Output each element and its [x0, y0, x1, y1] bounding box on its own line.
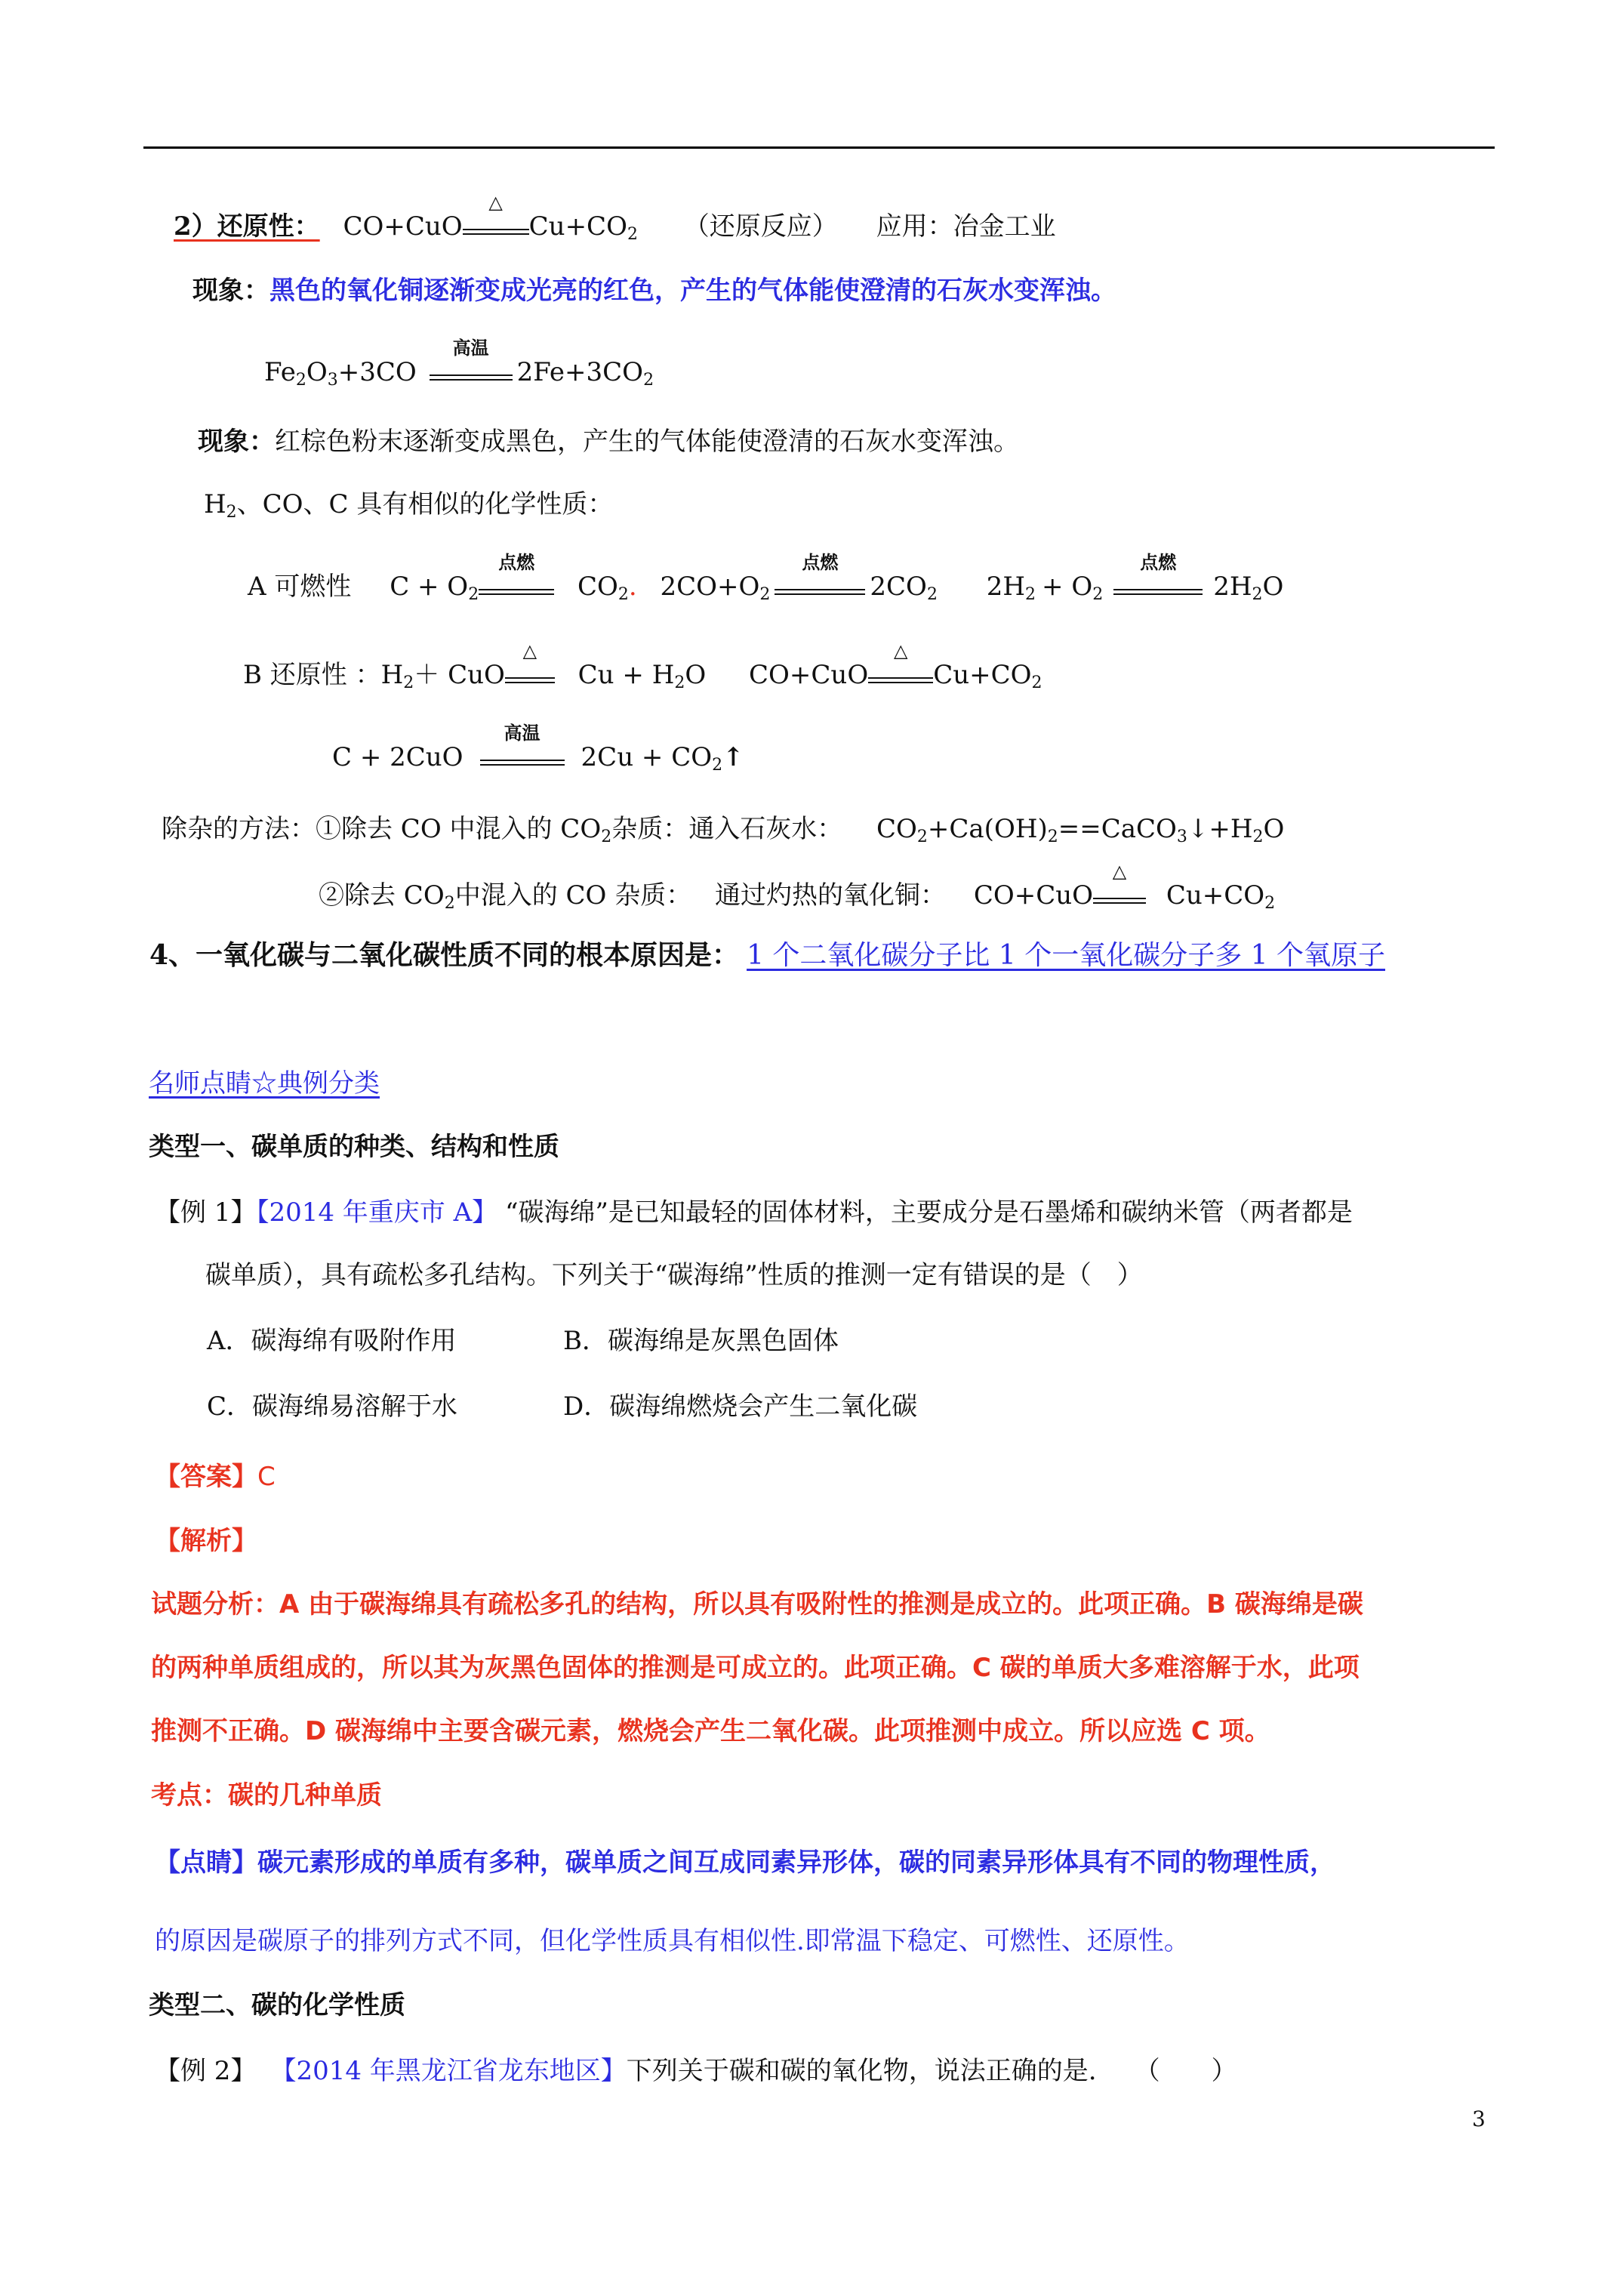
ignite-equals-sign [1113, 552, 1203, 595]
impurity-removal-line-1 [162, 812, 1284, 855]
reducing-property-line [174, 192, 1056, 252]
subscript: 2 [468, 585, 479, 604]
option-d: D．碳海绵燃烧会产生二氧化碳 [563, 1391, 918, 1422]
heating-equals-sign [463, 192, 529, 235]
subscript: 2 [759, 585, 771, 604]
subscript: 2 [916, 827, 928, 846]
combustibility-label: A 可燃性 [248, 572, 352, 602]
formula-part: C + O [390, 572, 469, 602]
key-point-text-2: 的原因是碳原子的排列方式不同，但化学性质具有相似性.即常温下稳定、可燃性、还原性。 [155, 1926, 1190, 1956]
subscript: 2 [674, 673, 685, 692]
formula-part: +Ca(OH) [927, 814, 1048, 844]
subscript: 3 [327, 371, 338, 390]
formula-part: O [306, 357, 328, 387]
subscript: 2 [226, 503, 237, 522]
ignite-condition: 点燃 [802, 552, 839, 573]
formula-part: + O [1042, 572, 1093, 602]
phenomenon-text: 黑色的氧化铜逐渐变成光亮的红色，产生的气体能使澄清的石灰水变浑浊。 [269, 276, 1116, 306]
formula-part: CO+CuO [973, 880, 1094, 911]
reducibility-line [243, 640, 1042, 701]
gas-arrow: ↑ [722, 742, 744, 772]
section-title-link[interactable]: 名师点睛☆典例分类 [149, 1068, 380, 1099]
formula-part: Cu+CO [933, 660, 1032, 690]
key-point-text-1: 【点睛】碳元素形成的单质有多种，碳单质之间互成同素异形体，碳的同素异形体具有不同的物理性质， [155, 1848, 1335, 1878]
formula-part: Cu+CO [1166, 880, 1265, 911]
subscript: 2 [403, 673, 414, 692]
formula-co-cuo: CO+CuO [343, 211, 463, 242]
answer-blank: （ ） [1134, 2056, 1237, 2086]
formula-part: C + 2CuO [332, 742, 463, 772]
application-text: 应用：冶金工业 [876, 211, 1056, 242]
example-label: 【例 2】 [155, 2056, 257, 2086]
phenomenon-line-1 [192, 273, 1116, 308]
impurity-text: 杂质：通入石灰水： [611, 814, 843, 844]
type-one-heading: 类型一、碳单质的种类、结构和性质 [149, 1132, 559, 1162]
example-1-stem [155, 1195, 1353, 1230]
example-label: 【例 1】 [155, 1197, 257, 1228]
formula-part: CO+CuO [749, 660, 869, 690]
phenomenon-line-2 [198, 424, 1019, 459]
example-question: 下列关于碳和碳的氧化物，说法正确的是. [626, 2056, 1097, 2086]
header-rule [143, 146, 1495, 149]
phenomenon-label: 现象： [198, 427, 275, 457]
option-a: A．碳海绵有吸附作用 [207, 1326, 457, 1356]
subscript: 2 [643, 371, 654, 390]
formula-part: H [204, 489, 226, 519]
formula-part: ＋ CuO [414, 660, 505, 690]
reducibility-label: B 还原性 ：H [243, 660, 404, 690]
impurity-text: 除杂的方法：①除去 CO 中混入的 CO [162, 814, 602, 844]
formula-part: 2CO+O [660, 572, 760, 602]
analysis-label: 【解析】 [155, 1526, 257, 1556]
example-1-stem-cont: 碳单质），具有疏松多孔结构。下列关于“碳海绵”性质的推测一定有错误的是（ ） [205, 1260, 1143, 1290]
subscript: 2 [1252, 585, 1263, 604]
formula-cu-co2: Cu+CO [528, 211, 627, 242]
formula-part: ==CaCO [1058, 814, 1177, 844]
formula-part: +3CO [337, 357, 417, 387]
heating-equals-sign [1093, 861, 1146, 904]
exam-point: 考点：碳的几种单质 [151, 1780, 382, 1811]
heating-equals-sign [868, 640, 933, 683]
analysis-text-2: 的两种单质组成的，所以其为灰黑色固体的推测是可成立的。此项正确。C 碳的单质大多难溶解于水，此项 [151, 1653, 1360, 1683]
subscript: 2 [1025, 585, 1036, 604]
subscript: 2 [617, 585, 629, 604]
subscript: 2 [926, 585, 938, 604]
subscript: 3 [1176, 827, 1187, 846]
ignite-condition: 点燃 [1140, 552, 1177, 573]
formula-part: 2H [1213, 572, 1252, 602]
impurity-text: 通过灼热的氧化铜： [715, 880, 947, 911]
formula-part: O [1263, 814, 1285, 844]
stray-dot: . [628, 572, 637, 602]
impurity-text: 中混入的 CO 杂质： [454, 880, 692, 911]
example-source: 【2014 年黑龙江省龙东地区】 [283, 2056, 627, 2086]
subscript: 2 [295, 371, 306, 390]
subscript: 2 [444, 894, 455, 913]
answer-label: 【答案】 [155, 1462, 257, 1492]
answer-line [155, 1459, 276, 1494]
subscript: 2 [1264, 894, 1276, 913]
similar-properties-line [204, 487, 613, 530]
reaction-type: （还原反应） [683, 211, 838, 242]
subscript: 2 [1252, 827, 1264, 846]
heating-condition: △ [893, 640, 908, 661]
iron-oxide-equation [264, 337, 654, 398]
formula-part: O [1262, 572, 1284, 602]
root-cause-answer: 1 个二氧化碳分子比 1 个一氧化碳分子多 1 个氧原子 [747, 940, 1385, 971]
impurity-removal-line-2 [319, 861, 1276, 921]
options-row-2 [207, 1389, 918, 1424]
phenomenon-label: 现象： [192, 276, 269, 306]
impurity-text: ②除去 CO [319, 880, 445, 911]
ignite-equals-sign [775, 552, 865, 595]
answer-value: C [257, 1462, 276, 1492]
analysis-text-1: 试题分析：A 由于碳海绵具有疏松多孔的结构，所以具有吸附性的推测是成立的。此项正确。B 碳海绵是碳 [151, 1589, 1363, 1620]
phenomenon-text: 红棕色粉末逐渐变成黑色，产生的气体能使澄清的石灰水变浑浊。 [275, 427, 1019, 457]
option-b: B．碳海绵是灰黑色固体 [563, 1326, 839, 1356]
high-temp-condition: 高温 [452, 337, 489, 359]
heating-condition: △ [488, 192, 503, 213]
formula-part: O [685, 660, 707, 690]
high-temp-equals-sign [480, 723, 565, 766]
reducing-property-label: 2）还原性： [174, 211, 320, 242]
high-temp-equals-sign [430, 337, 513, 381]
formula-part: ↓+H [1187, 814, 1253, 844]
formula-part: CO [577, 572, 618, 602]
example-question: “碳海绵”是已知最轻的固体材料，主要成分是石墨烯和碳纳米管（两者都是 [505, 1197, 1353, 1228]
formula-part: 2Cu + CO [581, 742, 713, 772]
carbon-reduction-equation [332, 723, 744, 783]
example-source: 【2014 年重庆市 A】 [256, 1197, 498, 1228]
example-2-stem [155, 2054, 1237, 2088]
formula-part: CO [876, 814, 917, 844]
formula-part: Cu + H [577, 660, 675, 690]
option-c: C．碳海绵易溶解于水 [207, 1391, 458, 1422]
options-row-1 [207, 1324, 839, 1358]
heating-condition: △ [522, 640, 537, 661]
subscript: 2 [601, 827, 612, 846]
subscript: 2 [1047, 827, 1058, 846]
formula-part: 2CO [870, 572, 927, 602]
root-cause-question: 4、一氧化碳与二氧化碳性质不同的根本原因是： [149, 939, 740, 971]
subscript: 2 [712, 756, 723, 775]
heating-condition: △ [1112, 861, 1127, 882]
combustibility-line [248, 552, 1284, 612]
similar-properties-text: 、CO、C 具有相似的化学性质： [236, 489, 614, 519]
type-two-heading: 类型二、碳的化学性质 [149, 1990, 405, 2020]
subscript: 2 [1092, 585, 1104, 604]
formula-part: 2H [986, 572, 1026, 602]
formula-part: Fe [264, 357, 296, 387]
heating-equals-sign [505, 640, 555, 683]
ignite-equals-sign [479, 552, 554, 595]
subscript: 2 [627, 225, 638, 244]
formula-part: 2Fe+3CO [516, 357, 644, 387]
ignite-condition: 点燃 [498, 552, 535, 573]
analysis-text-3: 推测不正确。D 碳海绵中主要含碳元素，燃烧会产生二氧化碳。此项推测中成立。所以应选 C 项。 [151, 1716, 1270, 1746]
subscript: 2 [1031, 673, 1042, 692]
high-temp-condition: 高温 [504, 723, 540, 744]
root-cause-line [149, 938, 1385, 973]
page-number: 3 [1472, 2106, 1486, 2131]
